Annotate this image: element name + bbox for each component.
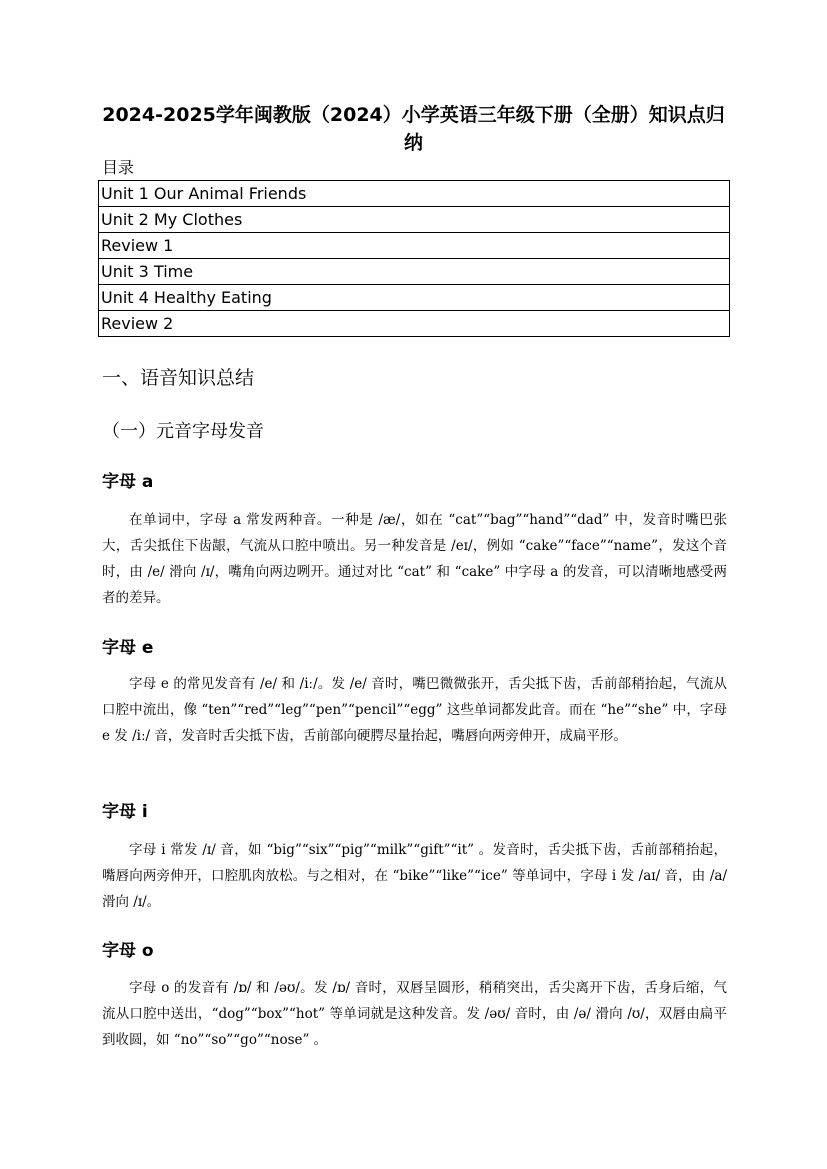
toc-row[interactable] <box>99 233 730 259</box>
letter-i-paragraph: 字母 i 常发 /ɪ/ 音，如 “big”“six”“pig”“milk”“gift”“it” 。发音时，舌尖抵下齿，舌前部稍抬起，嘴唇向两旁伸开，口腔肌肉放松。与之相对，在 “bike”“like”“ice” 等单词中，字母 i 发 /aɪ/ 音，由 /a/ 滑向 /ɪ/。 <box>102 842 727 910</box>
letter-e-heading: 字母 e <box>102 638 154 658</box>
letter-o-paragraph: 字母 o 的发音有 /ɒ/ 和 /əʊ/。发 /ɒ/ 音时，双唇呈圆形，稍稍突出，舌尖离开下齿，舌身后缩，气流从口腔中送出，“dog”“box”“hot” 等单词就是这种发音。发 /əʊ/ 音时，由 /ə/ 滑向 /ʊ/，双唇由扁平到收圆，如 “no”“so”“go”“nose” 。 <box>102 980 727 1048</box>
toc-table <box>98 180 730 337</box>
toc-row[interactable] <box>99 311 730 337</box>
document-title: 2024-2025学年闽教版（2024）小学英语三年级下册（全册）知识点归纳 <box>102 104 725 154</box>
toc-item[interactable]: Unit 4 Healthy Eating <box>99 285 730 311</box>
toc-row[interactable] <box>99 207 730 233</box>
toc-item[interactable]: Unit 3 Time <box>99 259 730 285</box>
toc-item[interactable]: Review 2 <box>99 311 730 337</box>
letter-a-heading: 字母 a <box>102 472 154 492</box>
toc-row[interactable] <box>99 181 730 207</box>
letter-i-heading: 字母 i <box>102 802 148 822</box>
toc-item[interactable]: Unit 1 Our Animal Friends <box>99 181 730 207</box>
subsection-heading: （一）元音字母发音 <box>102 421 264 442</box>
toc-row[interactable] <box>99 259 730 285</box>
letter-a-paragraph: 在单词中，字母 a 常发两种音。一种是 /æ/，如在 “cat”“bag”“hand”“dad” 中，发音时嘴巴张大，舌尖抵住下齿龈，气流从口腔中喷出。另一种发音是 /eɪ/，例如 “cake”“face”“name”，发这个音时，由 /e/ 滑向 /ɪ/，嘴角向两边咧开。通过对比 “cat” 和 “cake” 中字母 a 的发音，可以清晰地感受两者的差异。 <box>102 512 727 606</box>
toc-item[interactable]: Unit 2 My Clothes <box>99 207 730 233</box>
letter-o-heading: 字母 o <box>102 941 154 961</box>
toc-label: 目录 <box>102 158 135 177</box>
section-heading: 一、语音知识总结 <box>102 367 255 389</box>
letter-e-paragraph: 字母 e 的常见发音有 /e/ 和 /iː/。发 /e/ 音时，嘴巴微微张开，舌尖抵下齿，舌前部稍抬起，气流从口腔中流出，像 “ten”“red”“leg”“pen”“pencil”“egg” 这些单词都发此音。而在 “he”“she” 中，字母 e 发 /iː/ 音，发音时舌尖抵下齿，舌前部向硬腭尽量抬起，嘴唇向两旁伸开，成扁平形。 <box>102 676 727 744</box>
toc-item[interactable]: Review 1 <box>99 233 730 259</box>
toc-row[interactable] <box>99 285 730 311</box>
